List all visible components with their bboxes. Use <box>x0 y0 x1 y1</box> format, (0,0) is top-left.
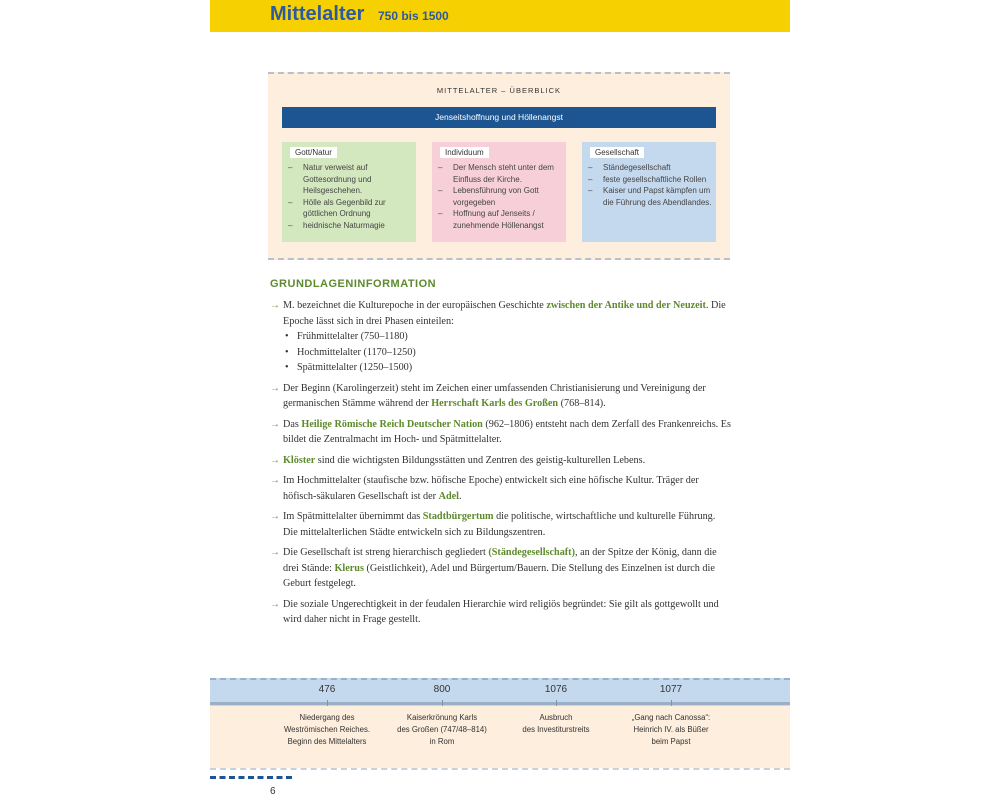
list-item: – Natur verweist auf Gottesordnung und Heilsgeschehen. <box>288 163 372 195</box>
arrow-right-icon: → <box>270 382 280 394</box>
info-item: → M. bezeichnet die Kulturepoche in der europäischen Geschichte zwischen der Antike und der Neuzeit. Die Epoche lässt sich in drei Phasen einteilen: • Frühmittelalter (750–1180) • Hochmittelalter (1170–1250) • Spätmittelalter (1250–1500) <box>270 298 732 376</box>
bullet-icon: • <box>285 346 289 358</box>
info-item: → Die soziale Ungerechtigkeit in der feudalen Hierarchie wird religiös begründet: Sie gilt als gottgewollt und wird daher nicht in Frage gestellt. <box>270 598 719 625</box>
bullet-icon: • <box>285 362 289 373</box>
timeline-year: 800 <box>433 684 451 695</box>
list-item: – heidnische Naturmagie <box>288 220 385 230</box>
list-item: – Der Mensch steht unter dem Einfluss der Kirche. <box>438 163 554 184</box>
list-item: – Lebensführung von Gott vorgegeben <box>438 186 539 207</box>
page-corner-mark <box>210 776 292 779</box>
timeline-tick <box>327 700 328 706</box>
list-item: • Spätmittelalter (1250–1500) <box>283 360 732 376</box>
chapter-date-range: 750 bis 1500 <box>378 9 449 23</box>
section-heading: GRUNDLAGENINFORMATION <box>270 278 437 290</box>
info-item: → Der Beginn (Karolingerzeit) steht im Zeichen einer umfassenden Christianisierung und Vereinigung der germanischen Stämme während der Herrschaft Karls des Großen (768–814). <box>270 382 706 409</box>
page-number: 6 <box>270 786 276 797</box>
overview-label: MITTELALTER – ÜBERBLICK <box>436 86 562 95</box>
column-title: Individuum <box>440 147 489 158</box>
arrow-right-icon: → <box>270 300 280 311</box>
info-item: → Klöster sind die wichtigsten Bildungsstätten und Zentren des geistig-kulturellen Lebens. <box>270 453 732 469</box>
bullet-icon: • <box>285 331 289 342</box>
overview-box <box>268 72 730 260</box>
timeline-axis <box>210 702 790 705</box>
arrow-right-icon: → <box>270 418 280 430</box>
list-item: – Kaiser und Papst kämpfen um die Führung des Abendlandes. <box>588 186 712 207</box>
timeline <box>210 678 790 768</box>
overview-column-gesellschaft <box>582 142 716 242</box>
list-item: – Ständegesellschaft <box>588 163 671 172</box>
arrow-right-icon: → <box>270 454 280 466</box>
info-list <box>270 298 732 633</box>
overview-column-gott-natur <box>282 142 416 242</box>
timeline-event: Niedergang des Weströmischen Reiches. Beginn des Mittelalters <box>283 713 371 746</box>
arrow-right-icon: → <box>270 511 280 522</box>
list-item: – Hölle als Gegenbild zur göttlichen Ordnung <box>288 197 386 218</box>
timeline-year: 476 <box>318 684 336 695</box>
list-item: • Hochmittelalter (1170–1250) <box>283 345 732 361</box>
column-title: Gott/Natur <box>290 147 337 158</box>
info-item: → Im Hochmittelalter (staufische bzw. höfische Epoche) entwickelt sich eine höfische Kultur. Träger der höfisch-säkularen Gesellschaft ist der Adel. <box>270 475 699 502</box>
overview-theme-bar: Jenseitshoffnung und Höllenangst <box>282 107 716 128</box>
info-item: → Im Spätmittelalter übernimmt das Stadtbürgertum die politische, wirtschaftliche und kulturelle Führung. Die mittelalterlichen Städte entwickeln sich zu Bildungszentren. <box>270 511 716 538</box>
chapter-header <box>210 0 790 32</box>
column-title: Gesellschaft <box>590 147 644 158</box>
chapter-title: Mittelalter <box>270 3 365 25</box>
timeline-tick <box>556 700 557 706</box>
timeline-event: Kaiserkrönung Karls des Großen (747/48–814) in Rom <box>397 713 487 746</box>
timeline-year: 1077 <box>659 684 683 695</box>
timeline-tick <box>442 700 443 706</box>
timeline-event: „Gang nach Canossa“: Heinrich IV. als Büßer beim Papst <box>631 713 711 746</box>
page <box>210 0 790 800</box>
list-item: – Hoffnung auf Jenseits / zunehmende Höllenangst <box>438 209 544 230</box>
timeline-year: 1076 <box>544 684 568 695</box>
info-item: → Das Heilige Römische Reich Deutscher Nation (962–1806) entsteht nach dem Zerfall des Frankenreichs. Es bildet die Zentralmacht im Hoch- und Spätmittelalter. <box>270 418 731 445</box>
arrow-right-icon: → <box>270 475 280 486</box>
arrow-right-icon: → <box>270 598 280 610</box>
list-item: • Frühmittelalter (750–1180) <box>283 329 732 345</box>
overview-column-individuum <box>432 142 566 242</box>
timeline-event: Ausbruch des Investiturstreits <box>522 713 590 734</box>
list-item: – feste gesellschaftliche Rollen <box>588 174 707 184</box>
arrow-right-icon: → <box>270 547 280 558</box>
timeline-tick <box>671 700 672 706</box>
divider <box>210 768 790 770</box>
info-item: → Die Gesellschaft ist streng hierarchisch gegliedert (Ständegesellschaft), an der Spitze der König, dann die drei Stände: Klerus (Geistlichkeit), Adel und Bürgertum/Bauern. Die Stellung des Einzelnen ist durch die Geburt festgelegt. <box>270 547 717 589</box>
